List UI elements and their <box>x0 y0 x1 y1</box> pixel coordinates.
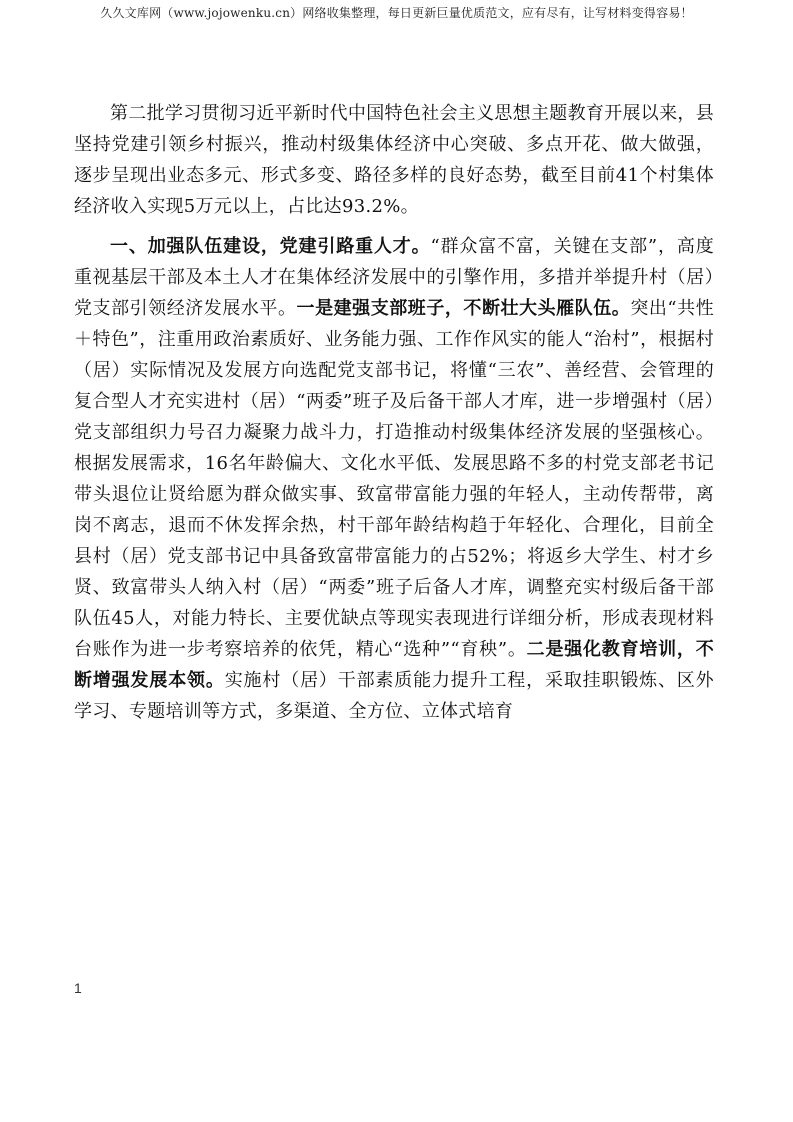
subpoint-1-heading: 一是建强支部班子，不断壮大头雁队伍。 <box>296 298 631 319</box>
section-1-text-3: 实施村（居）干部素质能力提升工程，采取挂职锻炼、区外学习、专题培训等方式，多渠道、全方位、立体式培育 <box>74 670 714 722</box>
section-1-text-1: “群众富不富，关键在支部”，高度重视基层干部及本土人才在集体经济发展中的引擎作用，多措并举提升村（居）党支部引领经济发展水平。 <box>74 236 714 319</box>
document-body <box>74 98 714 727</box>
page-header: 久久文库网（www.jojowenku.cn）网络收集整理，每日更新巨量优质范文，应有尽有，让写材料变得容易！ <box>100 6 693 20</box>
page-number: 1 <box>74 980 82 996</box>
section-1-paragraph <box>74 231 714 727</box>
section-1-heading: 一、加强队伍建设，党建引路重人才。 <box>110 236 431 257</box>
section-1-text-2: 突出“共性＋特色”，注重用政治素质好、业务能力强、工作作风实的能人“治村”，根据村（居）实际情况及发展方向选配党支部书记，将懂“三农”、善经营、会管理的复合型人才充实进村（居）“两委”班子及后备干部人才库，进一步增强村（居）党支部组织力号召力凝聚力战斗力，打造推动村级集体经济发展的坚强核心。根据发展需求，16名年龄偏大、文化水平低、发展思路不多的村党支部老书记带头退位让贤给愿为群众做实事、致富带富能力强的年轻人，主动传帮带，离岗不离志，退而不休发挥余热，村干部年龄结构趋于年轻化、合理化，目前全县村（居）党支部书记中具备致富带富能力的占52%；将返乡大学生、村才乡贤、致富带头人纳入村（居）“两委”班子后备人才库，调整充实村级后备干部队伍45人，对能力特长、主要优缺点等现实表现进行详细分析，形成表现材料台账作为进一步考察培养的依凭，精心“选种”“育秧”。 <box>74 298 715 660</box>
subpoint-2-heading: 二是强化教育培训，不断增强发展本领。 <box>74 639 715 691</box>
intro-paragraph: 第二批学习贯彻习近平新时代中国特色社会主义思想主题教育开展以来，县坚持党建引领乡村振兴，推动村级集体经济中心突破、多点开花、做大做强，逐步呈现出业态多元、形式多变、路径多样的良好态势，截至目前41个村集体经济收入实现5万元以上，占比达93.2%。 <box>74 103 714 217</box>
